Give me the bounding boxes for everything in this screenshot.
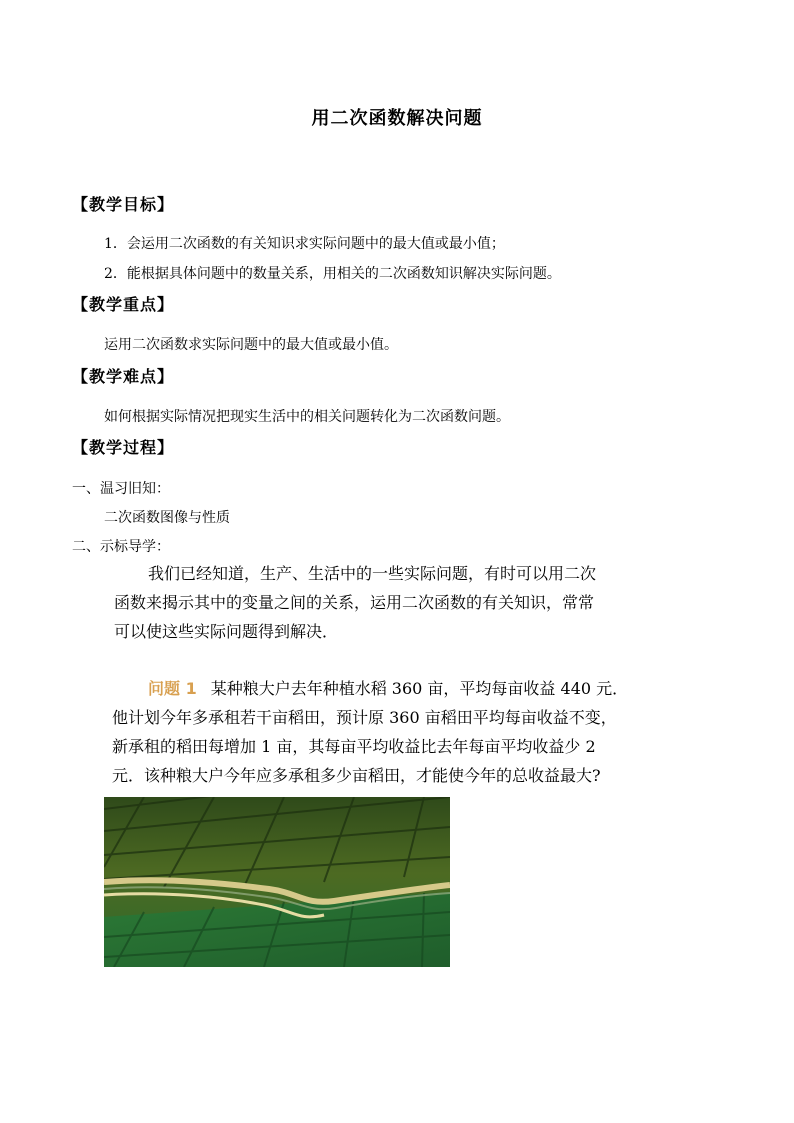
rice-field-photo xyxy=(104,797,450,967)
intro-line-3: 可以使这些实际问题得到解决． xyxy=(114,622,339,641)
focus-heading: 【教学重点】 xyxy=(72,295,175,314)
step1-label: 一、温习旧知： xyxy=(72,481,170,497)
page-title: 用二次函数解决问题 xyxy=(311,108,483,129)
problem-1-line-4: 元．该种粮大户今年应多承租多少亩稻田，才能使今年的总收益最大? xyxy=(112,766,601,785)
difficulty-text: 如何根据实际情况把现实生活中的相关问题转化为二次函数问题。 xyxy=(104,409,510,425)
goal-item-1: 1．会运用二次函数的有关知识求实际问题中的最大值或最小值； xyxy=(104,236,505,252)
intro-line-2: 函数来揭示其中的变量之间的关系，运用二次函数的有关知识，常常 xyxy=(114,593,595,612)
problem-1-label: 问题 1 xyxy=(148,679,197,698)
process-heading: 【教学过程】 xyxy=(72,438,175,457)
intro-line-1: 我们已经知道，生产、生活中的一些实际问题，有时可以用二次 xyxy=(148,564,597,583)
problem-1-first-line xyxy=(148,676,628,699)
problem-1-line-1: 某种粮大户去年种植水稻 360 亩，平均每亩收益 440 元． xyxy=(210,679,629,698)
step1-text: 二次函数图像与性质 xyxy=(104,510,230,526)
difficulty-heading: 【教学难点】 xyxy=(72,367,175,386)
problem-1-line-3: 新承租的稻田每增加 1 亩，其每亩平均收益比去年每亩平均收益少 2 xyxy=(112,737,596,756)
goals-heading: 【教学目标】 xyxy=(72,195,175,214)
goal-item-2: 2．能根据具体问题中的数量关系，用相关的二次函数知识解决实际问题。 xyxy=(104,266,561,282)
problem-1-line-2: 他计划今年多承租若干亩稻田，预计原 360 亩稻田平均每亩收益不变， xyxy=(112,708,617,727)
focus-text: 运用二次函数求实际问题中的最大值或最小值。 xyxy=(104,337,398,353)
step2-label: 二、示标导学： xyxy=(72,539,170,555)
